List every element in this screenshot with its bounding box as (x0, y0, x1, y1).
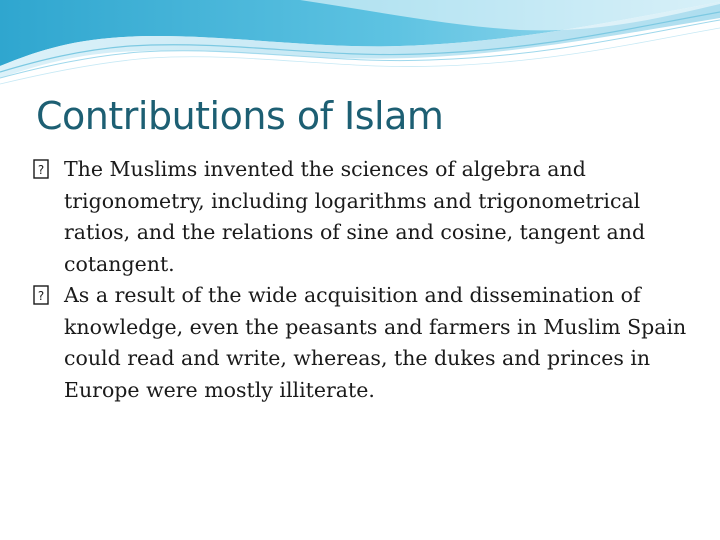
wave-header-icon (0, 0, 720, 90)
svg-text:?: ? (37, 163, 45, 177)
svg-text:?: ? (37, 289, 45, 303)
slide-title: Contributions of Islam (36, 94, 444, 138)
missing-glyph-box-icon (32, 159, 52, 179)
missing-glyph-box-icon (32, 285, 52, 305)
bullet-item (32, 280, 692, 406)
bullet-list (32, 154, 692, 406)
bullet-item (32, 154, 692, 280)
bullet-text: The Muslims invented the sciences of algebra and trigonometry, including logarithms and trigonometrical ratios, and the relations of sine and cosine, tangent and cotangent. (64, 157, 646, 276)
bullet-text: As a result of the wide acquisition and dissemination of knowledge, even the peasants and farmers in Muslim Spain could read and write, whereas, the dukes and princes in Europe were mostly illiterate. (64, 283, 687, 402)
